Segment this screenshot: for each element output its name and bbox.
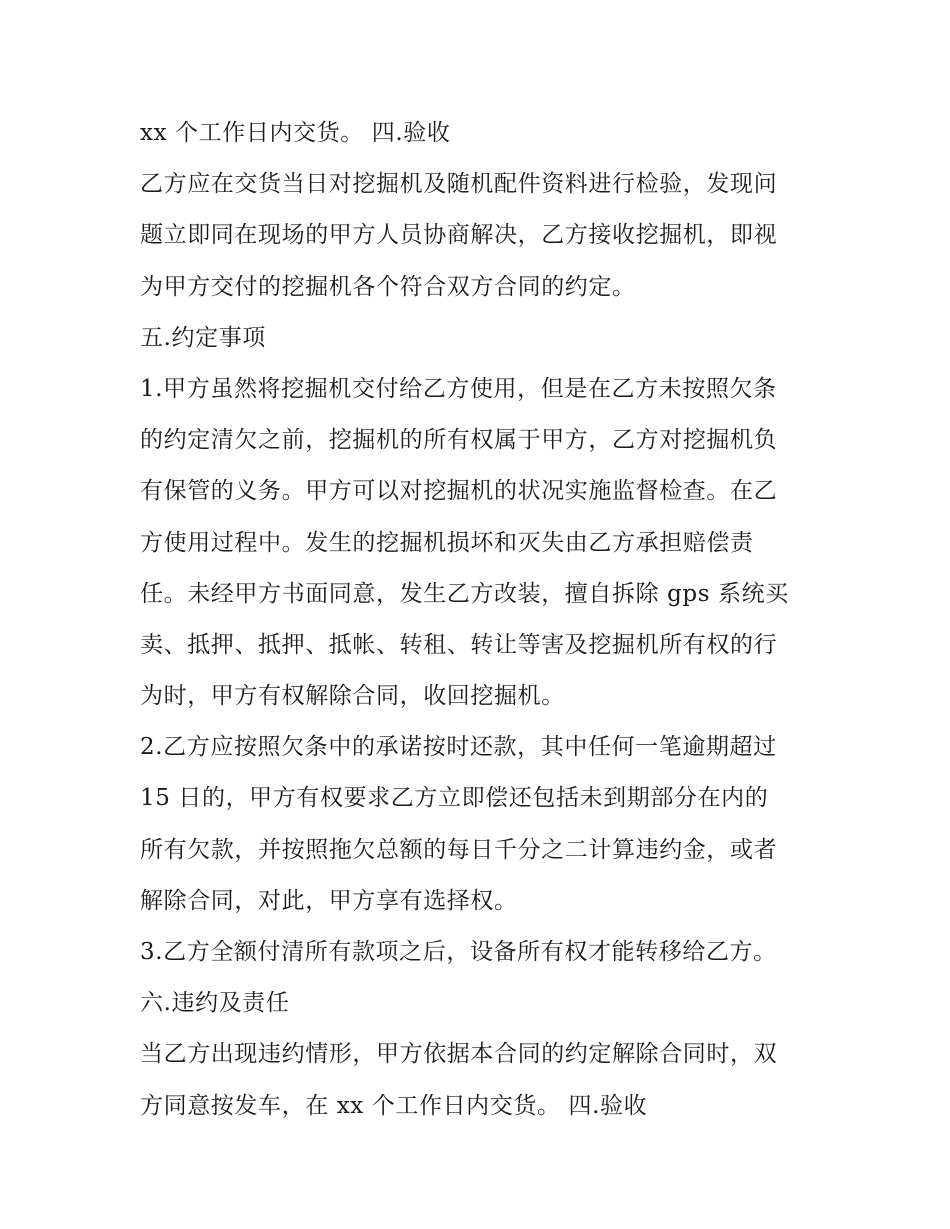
text-line: 方使用过程中。发生的挖掘机损坏和灭失由乙方承担赔偿责 xyxy=(140,529,754,556)
text-line: 有保管的义务。甲方可以对挖掘机的状况实施监督检查。在乙 xyxy=(140,478,778,505)
text-line: xx 个工作日内交货。 四.验收 xyxy=(140,120,451,146)
text-line: 2.乙方应按照欠条中的承诺按时还款，其中任何一笔逾期超过 xyxy=(140,734,777,761)
text-line: 的约定清欠之前，挖掘机的所有权属于甲方，乙方对挖掘机负 xyxy=(140,427,778,454)
text-line: 题立即同在现场的甲方人员协商解决，乙方接收挖掘机，即视 xyxy=(140,222,778,249)
section-heading: 六.违约及责任 xyxy=(140,990,290,1017)
text-line: 卖、抵押、抵押、抵帐、转租、转让等害及挖掘机所有权的行 xyxy=(140,631,778,658)
text-line: 3.乙方全额付清所有款项之后，设备所有权才能转移给乙方。 xyxy=(140,939,777,965)
text-line: 乙方应在交货当日对挖掘机及随机配件资料进行检验，发现问 xyxy=(140,171,778,198)
text-line: 当乙方出现违约情形，甲方依据本合同的约定解除合同时，双 xyxy=(140,1041,778,1068)
text-line: 15 日的，甲方有权要求乙方立即偿还包括未到期部分在内的 xyxy=(140,785,769,812)
text-line: 为时，甲方有权解除合同，收回挖掘机。 xyxy=(140,683,565,710)
section-heading: 五.约定事项 xyxy=(140,324,266,351)
text-line: 所有欠款，并按照拖欠总额的每日千分之二计算违约金，或者 xyxy=(140,836,778,863)
text-line: 为甲方交付的挖掘机各个符合双方合同的约定。 xyxy=(140,273,636,300)
text-line: 解除合同，对此，甲方享有选择权。 xyxy=(140,887,518,914)
text-line: 任。未经甲方书面同意，发生乙方改装，擅自拆除 gps 系统买 xyxy=(140,580,789,607)
text-line: 1.甲方虽然将挖掘机交付给乙方使用，但是在乙方未按照欠条 xyxy=(140,375,777,402)
text-line: 方同意按发车，在 xx 个工作日内交货。 四.验收 xyxy=(140,1092,648,1119)
document-body xyxy=(140,108,820,1132)
